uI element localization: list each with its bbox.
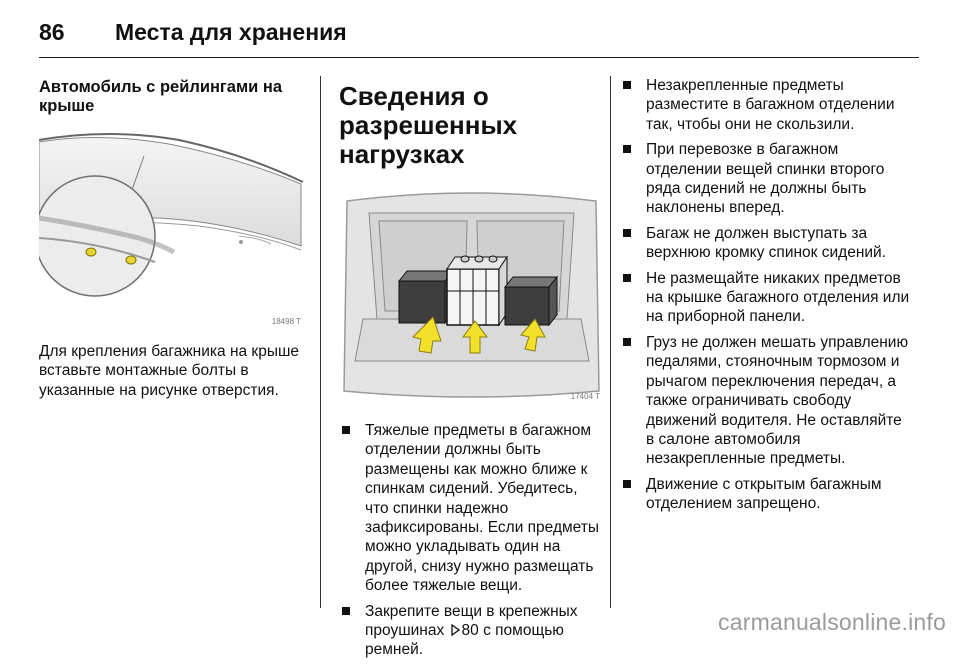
page-reference-icon	[451, 624, 460, 636]
list-item-text: Груз не должен мешать управлению педалями, стояночным тормозом и рычагом переключения передач, а также ограничивать свободу движений водителя. Не оставляйте в салоне автомобиля незакрепленные предметы.	[646, 333, 909, 468]
bullet-square-icon	[623, 81, 631, 89]
list-item-text: Незакрепленные предметы разместите в багажном отделении так, чтобы они не скользили.	[646, 77, 895, 133]
list-item-text: Багаж не должен выступать за верхнюю кромку спинок сидений.	[646, 224, 887, 262]
list-item-text: Движение с открытым багажным отделением запрещено.	[646, 475, 882, 513]
list-item-text: Тяжелые предметы в багажном отделении должны быть размещены как можно ближе к спинкам сидений. Убедитесь, что спинки надежно зафиксированы. Если предметы можно укладывать один на другой, снизу нужно размещать более тяжелые вещи.	[365, 422, 599, 595]
page-number: 86	[39, 18, 65, 45]
list-item-text-after: с помощью ремней.	[365, 622, 564, 659]
figure-code: 17404 T	[570, 392, 600, 401]
cargo-figure	[339, 191, 604, 403]
load-rules-list	[339, 421, 604, 660]
list-item	[620, 333, 910, 469]
list-item	[620, 140, 910, 218]
roof-rails-instruction: Для крепления багажника на крыше вставьте монтажные болты в указанные на рисунке отверстия.	[39, 343, 300, 399]
list-item	[620, 475, 910, 514]
list-item-text: При перевозке в багажном отделении вещей спинки второго ряда сидений не должны быть наклонены вперед.	[646, 141, 885, 217]
left-column	[39, 78, 305, 400]
watermark: carmanualsonline.info	[718, 609, 946, 635]
figure-code: 18498 T	[271, 317, 301, 326]
list-item-text-before: Закрепите вещи в крепежных проушинах	[365, 602, 578, 640]
column-divider-1	[320, 76, 321, 608]
list-item	[620, 224, 910, 263]
list-item	[620, 76, 910, 134]
bullet-square-icon	[623, 229, 631, 237]
bullet-square-icon	[623, 145, 631, 153]
load-info-heading: Сведения о разрешенных нагрузках	[339, 81, 518, 169]
header-divider	[39, 57, 919, 58]
roof-rail-illustration	[39, 126, 305, 328]
cargo-illustration	[339, 191, 604, 403]
page-reference-link[interactable]: 80	[461, 622, 479, 640]
bullet-square-icon	[623, 338, 631, 346]
right-column	[620, 76, 910, 520]
list-item-text: Не размещайте никаких предметов на крышке багажного отделения или на приборной панели.	[646, 269, 910, 326]
bullet-square-icon	[623, 274, 631, 282]
page-header	[39, 14, 347, 50]
list-item	[339, 421, 604, 596]
load-rules-list-continued	[620, 76, 910, 514]
bullet-square-icon	[342, 426, 350, 434]
middle-column	[339, 78, 604, 666]
roof-rails-heading: Автомобиль с рейлингами на крыше	[39, 78, 283, 115]
column-divider-2	[610, 76, 611, 608]
list-item	[620, 269, 910, 327]
bullet-square-icon	[342, 607, 350, 615]
bullet-square-icon	[623, 480, 631, 488]
roof-rail-figure	[39, 126, 305, 328]
list-item	[339, 602, 604, 660]
page-title: Места для хранения	[115, 18, 347, 45]
